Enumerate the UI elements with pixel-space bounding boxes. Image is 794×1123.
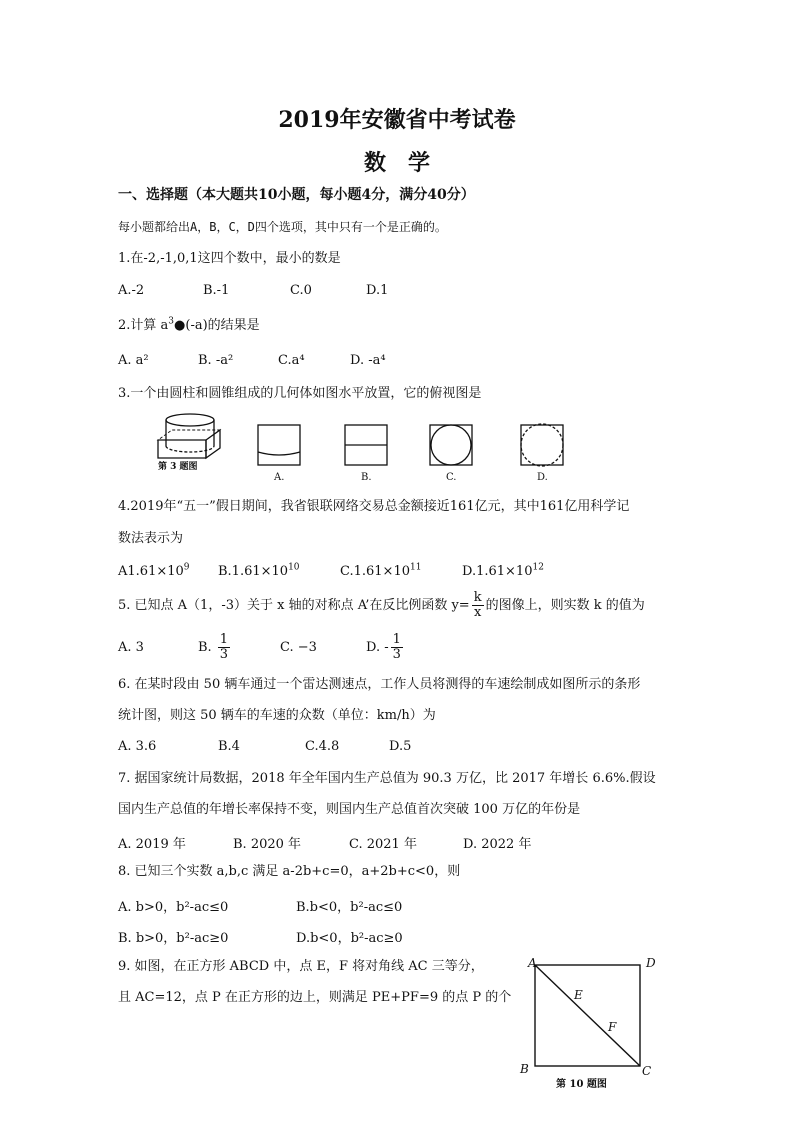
q3-option-a-label: A.	[274, 472, 285, 483]
q4-option-c: $C.1.61\times 10^{11}$	[340, 562, 422, 579]
section-instruction: 每小题都给出A，B，C，D四个选项，其中只有一个是正确的。	[118, 220, 447, 234]
q9-stem-line2: 且 AC=12，点 P 在正方形的边上，则满足 PE+PF=9 的点 P 的个	[118, 990, 512, 1005]
q6-stem-line1: 6. 在某时段由 50 辆车通过一个雷达测速点，工作人员将测得的车速绘制成如图所示的条形	[118, 677, 641, 692]
q1-stem: 1.在-2,-1,0,1这四个数中，最小的数是	[118, 251, 341, 266]
q5-option-c: C. −3	[280, 640, 317, 655]
q6-option-b: B.4	[218, 739, 240, 754]
q5-stem: 5. 已知点 A（1，-3）关于 x 轴的对称点 A’在反比例函数 y= $\frac{k}{x}$ 的图像上，则实数 k 的值为	[118, 590, 645, 620]
q2-stem: 2.计算 $a^3●(-a)$的结果是	[118, 316, 260, 333]
point-label-c: C	[642, 1064, 652, 1078]
q4-option-a: $A1.61\times 10^9$	[118, 562, 190, 579]
q4-option-b: $B.1.61\times 10^{10}$	[218, 562, 300, 579]
q9-square-figure	[518, 955, 668, 1085]
q1-option-b: B.-1	[203, 283, 230, 298]
q3-figure-caption: 第 3 题图	[158, 462, 198, 472]
q1-option-d: D.1	[366, 283, 389, 298]
q6-option-a: A. 3.6	[118, 739, 157, 754]
q2-option-a: A. a²	[118, 353, 149, 368]
q3-option-b-label: B.	[361, 472, 372, 483]
q3-solid-figure	[150, 410, 230, 462]
q7-option-b: B. 2020 年	[233, 837, 302, 852]
q7-option-d: D. 2022 年	[463, 837, 532, 852]
q2-option-b: B. -a²	[198, 353, 234, 368]
q3-option-a-figure	[258, 425, 300, 465]
q1-option-c: C.0	[290, 283, 312, 298]
q3-option-d-figure	[517, 423, 567, 467]
q5-option-b: B. $\frac{1}{3}$	[198, 632, 228, 662]
q4-option-d: $D.1.61\times 10^{12}$	[462, 562, 544, 579]
q7-option-a: A. 2019 年	[118, 837, 186, 852]
q6-stem-line2: 统计图，则这 50 辆车的车速的众数（单位：km/h）为	[118, 708, 436, 723]
q3-option-b-figure	[345, 425, 387, 465]
section-heading: 一、选择题（本大题共10小题，每小题4分，满分40分）	[118, 187, 475, 203]
q4-stem-line2: 数法表示为	[118, 531, 184, 546]
q8-option-b: B.b<0，b²-ac≤0	[296, 900, 403, 915]
q7-stem-line1: 7. 据国家统计局数据，2018 年全年国内生产总值为 90.3 万亿，比 2017 年增长 6.6%.假设	[118, 771, 656, 786]
q3-option-c-figure	[430, 425, 472, 465]
point-label-d: D	[646, 956, 656, 970]
point-label-a: A	[528, 956, 537, 970]
q9-stem-line1: 9. 如图，在正方形 ABCD 中，点 E，F 将对角线 AC 三等分，	[118, 959, 484, 974]
subject-title: 数 学	[363, 150, 430, 176]
q5-option-d: D. - $\frac{1}{3}$	[366, 632, 401, 662]
q5-option-a: A. 3	[118, 640, 144, 655]
q8-stem: 8. 已知三个实数 a,b,c 满足 a-2b+c=0，a+2b+c<0，则	[118, 864, 461, 879]
q2-option-c: C.a⁴	[278, 353, 305, 368]
q7-option-c: C. 2021 年	[349, 837, 417, 852]
point-label-e: E	[574, 988, 583, 1002]
point-label-f: F	[608, 1020, 617, 1034]
q6-option-c: C.4.8	[305, 739, 340, 754]
q1-option-a: A.-2	[118, 283, 145, 298]
q7-stem-line2: 国内生产总值的年增长率保持不变，则国内生产总值首次突破 100 万亿的年份是	[118, 802, 581, 817]
q3-option-c-label: C.	[446, 472, 457, 483]
q3-stem: 3.一个由圆柱和圆锥组成的几何体如图水平放置，它的俯视图是	[118, 386, 482, 401]
q4-stem-line1: 4.2019年“五一”假日期间，我省银联网络交易总金额接近161亿元，其中161亿用科学记	[118, 499, 630, 514]
exam-title: 2019年安徽省中考试卷	[278, 107, 516, 133]
q8-option-d: D.b<0，b²-ac≥0	[296, 931, 403, 946]
q3-option-d-label: D.	[537, 472, 548, 483]
q8-option-c: B. b>0，b²-ac≥0	[118, 931, 229, 946]
q9-figure-caption: 第 10 题图	[556, 1079, 607, 1090]
q2-option-d: D. -a⁴	[350, 353, 386, 368]
q6-option-d: D.5	[389, 739, 412, 754]
q8-option-a: A. b>0，b²-ac≤0	[118, 900, 229, 915]
point-label-b: B	[520, 1062, 529, 1076]
